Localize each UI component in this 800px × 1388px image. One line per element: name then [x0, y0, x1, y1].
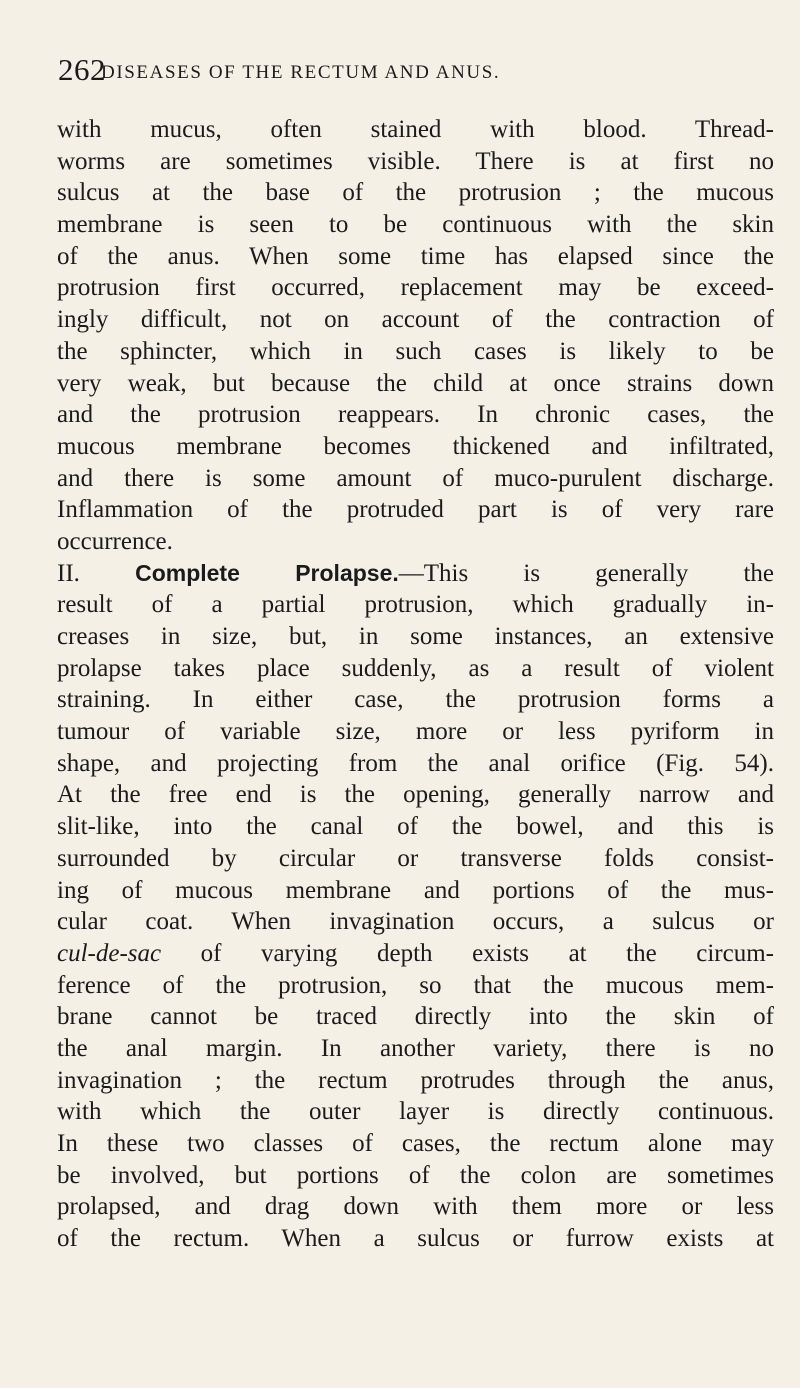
text-line	[57, 304, 774, 336]
line-text: brane cannot be traced directly into the skin of	[57, 1003, 774, 1031]
page-header	[58, 52, 758, 92]
text-line	[57, 938, 774, 970]
text-line	[57, 399, 774, 431]
line-text: occurrence.	[57, 527, 173, 555]
text-line	[57, 1191, 774, 1223]
line-text: of the anus. When some time has elapsed since the	[57, 242, 774, 270]
line-text: prolapse takes place suddenly, as a result of violent	[57, 654, 774, 682]
text-line	[57, 177, 774, 209]
text-line	[57, 811, 774, 843]
page-number: 262	[58, 52, 106, 87]
line-text: result of a partial protrusion, which gradually in-	[57, 591, 774, 619]
line-text: very weak, but because the child at once strains down	[57, 369, 774, 397]
text-line	[57, 1160, 774, 1192]
body-text	[57, 114, 774, 1255]
running-head: DISEASES OF THE RECTUM AND ANUS.	[101, 62, 501, 83]
line-text: the sphincter, which in such cases is likely to be	[57, 337, 774, 365]
text-line	[57, 1001, 774, 1033]
text-line	[57, 526, 774, 558]
text-line	[57, 368, 774, 400]
text-line	[57, 653, 774, 685]
line-text: of the rectum. When a sulcus or furrow exists at	[57, 1225, 774, 1253]
text-line	[57, 114, 774, 146]
line-text: At the free end is the opening, generally narrow and	[57, 781, 774, 809]
line-text: and there is some amount of muco-purulent discharge.	[57, 464, 774, 492]
line-text: surrounded by circular or transverse folds consist-	[57, 844, 774, 872]
line-text: ference of the protrusion, so that the mucous mem-	[57, 971, 774, 999]
line-text: shape, and projecting from the anal orifice (Fig. 54).	[57, 749, 774, 777]
text-line	[57, 494, 774, 526]
text-line	[57, 779, 774, 811]
text-line	[57, 621, 774, 653]
text-line	[57, 146, 774, 178]
text-line	[57, 558, 774, 590]
italic-term: cul-de-sac	[57, 939, 162, 967]
text-line	[57, 463, 774, 495]
line-text: with mucus, often stained with blood. Thread-	[57, 116, 774, 143]
line-text: with which the outer layer is directly continuous.	[57, 1098, 774, 1126]
text-line	[57, 431, 774, 463]
text-line	[57, 589, 774, 621]
text-line	[57, 1033, 774, 1065]
text-line	[57, 1096, 774, 1128]
text-line	[57, 716, 774, 748]
text-line	[57, 843, 774, 875]
line-text: prolapsed, and drag down with them more or less	[57, 1193, 774, 1221]
line-text: sulcus at the base of the protrusion ; the mucous	[57, 179, 774, 207]
text-line	[57, 684, 774, 716]
line-text: worms are sometimes visible. There is at first no	[57, 147, 774, 175]
line-text: of varying depth exists at the circum-	[161, 939, 774, 967]
text-line	[57, 336, 774, 368]
text-line	[57, 970, 774, 1002]
line-text: —This is generally the	[398, 559, 774, 587]
section-number: II.	[57, 559, 136, 587]
line-text: be involved, but portions of the colon are sometimes	[57, 1161, 774, 1189]
line-text: ingly difficult, not on account of the contraction of	[57, 306, 774, 334]
line-text: straining. In either case, the protrusion forms a	[57, 686, 774, 714]
text-line	[57, 748, 774, 780]
line-text: slit-like, into the canal of the bowel, and this is	[57, 813, 774, 841]
line-text: and the protrusion reappears. In chronic cases, the	[57, 401, 774, 429]
text-line	[57, 241, 774, 273]
section-heading: Complete Prolapse.	[135, 559, 399, 586]
line-text: invagination ; the rectum protrudes through the anus,	[57, 1066, 774, 1094]
line-text: creases in size, but, in some instances, an extensive	[57, 623, 774, 650]
line-text: Inflammation of the protruded part is of very rare	[57, 496, 774, 524]
line-text: tumour of variable size, more or less pyriform in	[57, 718, 774, 746]
line-text: mucous membrane becomes thickened and infiltrated,	[57, 432, 774, 460]
text-line	[57, 1065, 774, 1097]
line-text: membrane is seen to be continuous with the skin	[57, 211, 774, 239]
text-line	[57, 209, 774, 241]
text-line	[57, 1128, 774, 1160]
text-line	[57, 875, 774, 907]
text-line	[57, 272, 774, 304]
line-text: cular coat. When invagination occurs, a sulcus or	[57, 908, 774, 936]
text-line	[57, 906, 774, 938]
text-line	[57, 1223, 774, 1255]
line-text: In these two classes of cases, the rectum alone may	[57, 1130, 774, 1157]
line-text: the anal margin. In another variety, there is no	[57, 1034, 774, 1062]
line-text: ing of mucous membrane and portions of the mus-	[57, 876, 774, 904]
line-text: protrusion first occurred, replacement may be exceed-	[57, 274, 774, 302]
